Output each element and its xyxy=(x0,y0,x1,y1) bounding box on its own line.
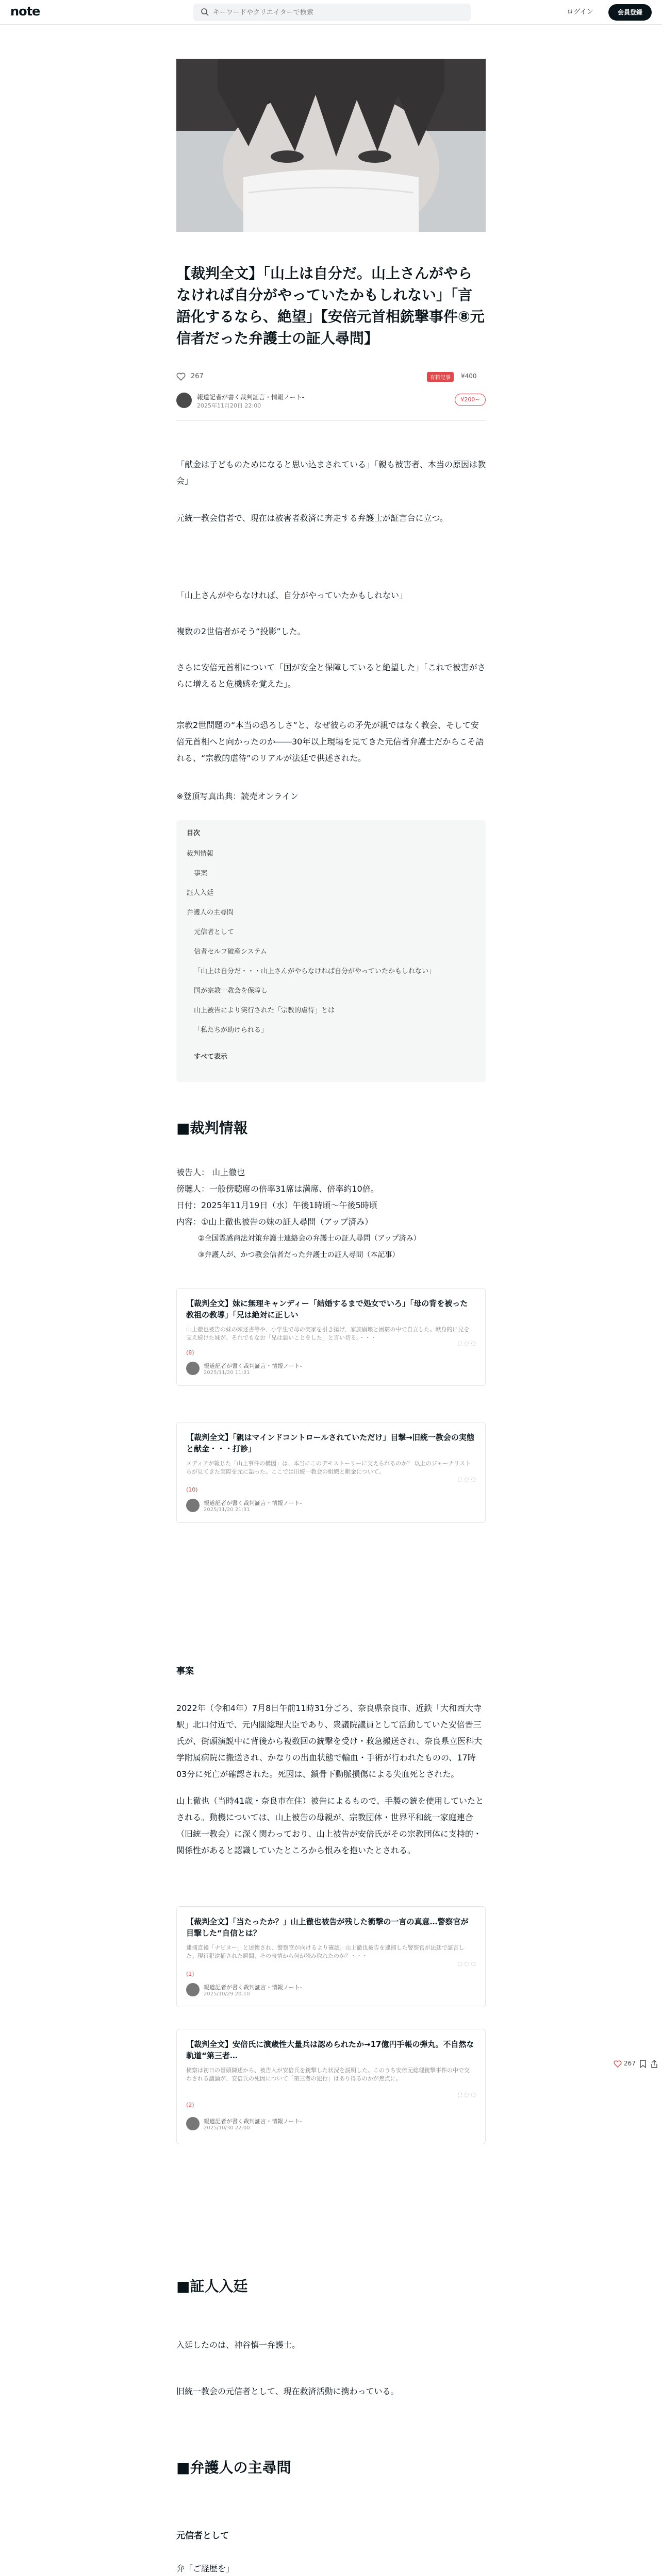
toc-heading: 目次 xyxy=(187,829,201,837)
card-like-count: (1) xyxy=(186,1971,194,1977)
card-description: 検察は初日の冒頭陳述から、被告人が安倍氏を銃撃した状況を説明した。このうち安倍元総理銃撃事件の中で交わされる議論が、安倍氏の死因について「第三者の犯行」はあり得るのかが焦点に。 xyxy=(186,2067,470,2082)
trial-info-line: 傍聴人：一般傍聴席の倍率31席は満席、倍率約10倍。 xyxy=(176,1184,379,1194)
case-paragraph-1: 2022年（令和4年）7月8日午前11時31分ごろ、奈良県奈良市、近鉄「大和西大寺駅」北口付近で、元内閣総理大臣であり、衆議院議員として活動していた安倍晋三氏が、街頭演説中に背後から複数回の銃撃を受け・救急搬送され、奈良県立医科大学附属病院に搬送され、かなりの出血状態で輸血・手術が行われたものの、17時03分に死亡が確認された。死因は、鎖骨下動脈損傷による失血死とされた。 xyxy=(176,1703,482,1779)
section-heading-case: 事案 xyxy=(176,1666,194,1676)
lead-paragraph-1: 「献金は子どものためになると思い込まされている」「親も被害者、本当の原因は教会」 xyxy=(176,460,486,486)
buy-button[interactable]: ¥200~ xyxy=(455,394,486,406)
section-heading-main-examination: ■弁護人の主尋問 xyxy=(176,2459,291,2476)
section-heading-witness-entry: ■証人入廷 xyxy=(176,2278,248,2295)
article-title: 【裁判全文】「山上は自分だ。山上さんがやらなければ自分がやっていたかもしれない」「言語化するなら、絶望」【安倍元首相銃撃事件⑧元信者だった弁護士の証人尋問】 xyxy=(176,265,485,347)
card-title: 【裁判全文】「親はマインドコントロールされていただけ」目撃→旧統一教会の実態と献金・・・打診」 xyxy=(186,1433,474,1453)
toc-item[interactable]: 弁護人の主尋問 xyxy=(187,909,234,917)
witness-entry-paragraph-2: 旧統一教会の元信者として、現在救済活動に携わっている。 xyxy=(176,2386,399,2396)
card-description: 逮捕直後「ナビヌー」と述懐され、警察官が向けるより確認。山上徹也被告を逮捕した警察官が法廷で証言した。現行犯逮捕された瞬間、その表情から何が読み取れたのか？・・・ xyxy=(186,1944,465,1959)
case-paragraph-2: 山上徹也（当時41歳・奈良市在住）被告によるもので、手製の銃を使用していたとされる。動機については、山上被告の母親が、宗教団体・世界平和統一家庭連合（旧統一教会）に深く関わっており、山上被告が安倍氏がその宗教団体に支持的・関係性があると認識していたところから恨みを抱いたとされる。 xyxy=(176,1796,484,1855)
trial-info-line: 被告人： 山上徹也 xyxy=(176,1167,245,1177)
toc-item[interactable]: 証人入廷 xyxy=(187,889,214,897)
bookmark-icon[interactable] xyxy=(639,2060,647,2068)
card-date: 2025/11/20 21:31 xyxy=(204,1507,250,1513)
search-input[interactable] xyxy=(213,4,466,21)
article-hero-image xyxy=(176,59,486,232)
card-author: 報道記者が書く裁判証言・情報ノート- xyxy=(204,1500,302,1506)
toc-item[interactable]: 国が宗教一教会を保障し xyxy=(194,987,268,995)
publish-date: 2025年11月20日 22:00 xyxy=(197,402,261,409)
divider xyxy=(176,420,486,421)
testimony-line: 弁「ご経歴を」 xyxy=(176,2564,235,2573)
price-label: ¥400 xyxy=(461,372,477,380)
author-name[interactable]: 報道記者が書く裁判証言・情報ノート- xyxy=(197,394,304,401)
trial-info-line: ②全国霊感商法対策弁護士連絡会の弁護士の証人尋問（アップ済み） xyxy=(176,1234,421,1243)
witness-entry-paragraph-1: 入廷したのは、神谷慎一弁護士。 xyxy=(176,2340,301,2350)
photo-credit: ※登頂写真出典：読売オンライン xyxy=(176,791,299,801)
like-count: 267 xyxy=(191,372,204,380)
toc-item[interactable]: 元信者として xyxy=(194,928,235,936)
author-row xyxy=(176,391,486,411)
toc-show-all[interactable]: すべて表示 xyxy=(194,1053,227,1061)
card-description: 山上徹也被告の妹の陳述書等や、小学生で母の実家を引き揚げ、家族崩壊と困窮の中で自立した。献身的に兄を支え続けた妹が、それでもなお「兄は悪いことをした」と言い切る。・・・ xyxy=(186,1326,470,1341)
body-paragraph-1: 複数の2世信者がそう“投影”した。 xyxy=(176,626,306,636)
card-date: 2025/10/29 20:10 xyxy=(204,1991,250,1997)
card-title: 【裁判全文】安倍氏に演歳性大量兵は認められたか→17億円手帳の弾丸。不自然な軌道“第三者… xyxy=(186,2040,474,2060)
article-meta-bar xyxy=(176,371,486,383)
card-like-count: (10) xyxy=(186,1486,198,1493)
embed-card[interactable] xyxy=(176,2029,486,2144)
body-paragraph-2: さらに安倍元首相について「国が安全と保障していると絶望した」「これで被害がさらに増えると危機感を覚えた」。 xyxy=(176,663,486,689)
card-like-count: (2) xyxy=(186,2102,194,2108)
toc-item[interactable]: 信者セルフ破産システム xyxy=(194,948,267,956)
avatar xyxy=(186,1362,200,1375)
card-description: メディアが報じた「山上事件の構図」は、本当にこのデモストーリーに支えられるのか？ 以上のジャーナリストらが見てきた実際を元に語った。ここでは旧統一教会の組織と献金について。 xyxy=(186,1460,471,1475)
toc-item[interactable]: 「山上は自分だ・・・山上さんがやらなければ自分がやっていたかもしれない」 xyxy=(194,968,436,975)
toc-item[interactable]: 裁判情報 xyxy=(187,850,214,858)
portrait-image xyxy=(176,59,486,232)
avatar xyxy=(186,2117,200,2130)
trial-info-line: 内容：①山上徹也被告の妹の証人尋問（アップ済み） xyxy=(176,1217,373,1227)
toc-item[interactable]: 山上被告により実行された「宗教的虐待」とは xyxy=(194,1007,335,1014)
share-icon[interactable] xyxy=(651,2060,658,2068)
more-icon[interactable]: ◌ ◌ ◌ xyxy=(457,1340,476,1347)
card-date: 2025/11/20 11:31 xyxy=(204,1370,250,1376)
section-heading-trial: ■裁判情報 xyxy=(176,1120,248,1137)
trial-info-line: ③弁護人が、かつ教会信者だった弁護士の証人尋問（本記事） xyxy=(176,1251,400,1259)
card-author: 報道記者が書く裁判証言・情報ノート- xyxy=(204,1363,302,1369)
toc-item[interactable]: 「私たちが助けられる」 xyxy=(194,1026,268,1034)
embed-card[interactable] xyxy=(176,1288,486,1386)
login-button[interactable]: ログイン xyxy=(567,8,593,16)
subheading-former-believer: 元信者として xyxy=(176,2531,229,2541)
avatar xyxy=(186,1983,200,1996)
heart-icon[interactable] xyxy=(614,2060,622,2067)
body-paragraph-3: 宗教2世問題の“本当の恐ろしさ”と、なぜ彼らの矛先が親ではなく教会、そして安倍元首相へと向かったのか――30年以上現場を見てきた元信者弁護士だからこそ語れる、“宗教的虐待”のリアルが法廷で供述された。 xyxy=(176,720,484,763)
more-icon[interactable]: ◌ ◌ ◌ xyxy=(457,1476,476,1483)
search-bar[interactable] xyxy=(193,4,471,21)
search-icon xyxy=(201,8,209,16)
floating-action-bar xyxy=(614,2058,660,2071)
paid-badge: 有料記事 xyxy=(427,372,454,382)
avatar xyxy=(186,1499,200,1512)
card-author: 報道記者が書く裁判証言・情報ノート- xyxy=(204,1984,302,1991)
embed-card[interactable] xyxy=(176,1906,486,2007)
toc-item[interactable]: 事案 xyxy=(194,870,208,877)
embed-card[interactable] xyxy=(176,1422,486,1523)
avatar[interactable] xyxy=(176,393,192,408)
card-title: 【裁判全文】妹に無理キャンディー「結婚するまで処女でいろ」「母の背を被った教祖の教導」「兄は絶対に正しい xyxy=(186,1299,468,1319)
card-date: 2025/10/30 22:00 xyxy=(204,2125,250,2131)
trial-info-line: 日付：2025年11月19日（水）午後1時頃〜午後5時頃 xyxy=(176,1200,377,1210)
card-like-count: (8) xyxy=(186,1349,194,1356)
like-count: 267 xyxy=(624,2060,636,2067)
heart-icon[interactable] xyxy=(176,372,186,381)
more-icon[interactable]: ◌ ◌ ◌ xyxy=(457,2091,476,2098)
signup-button[interactable]: 会員登録 xyxy=(608,4,652,21)
card-title: 【裁判全文】「当たったか？」山上徹也被告が残した衝撃の一言の真意…警察官が目撃した“自信とは？ xyxy=(186,1917,469,1938)
quote-paragraph: 「山上さんがやらなければ、自分がやっていたかもしれない」 xyxy=(176,590,408,600)
table-of-contents xyxy=(176,820,486,1082)
top-header xyxy=(0,0,662,25)
note-logo[interactable]: note xyxy=(10,4,40,19)
lead-paragraph-2: 元統一教会信者で、現在は被害者救済に奔走する弁護士が証言台に立つ。 xyxy=(176,513,449,523)
more-icon[interactable]: ◌ ◌ ◌ xyxy=(457,1960,476,1967)
card-author: 報道記者が書く裁判証言・情報ノート- xyxy=(204,2118,302,2125)
